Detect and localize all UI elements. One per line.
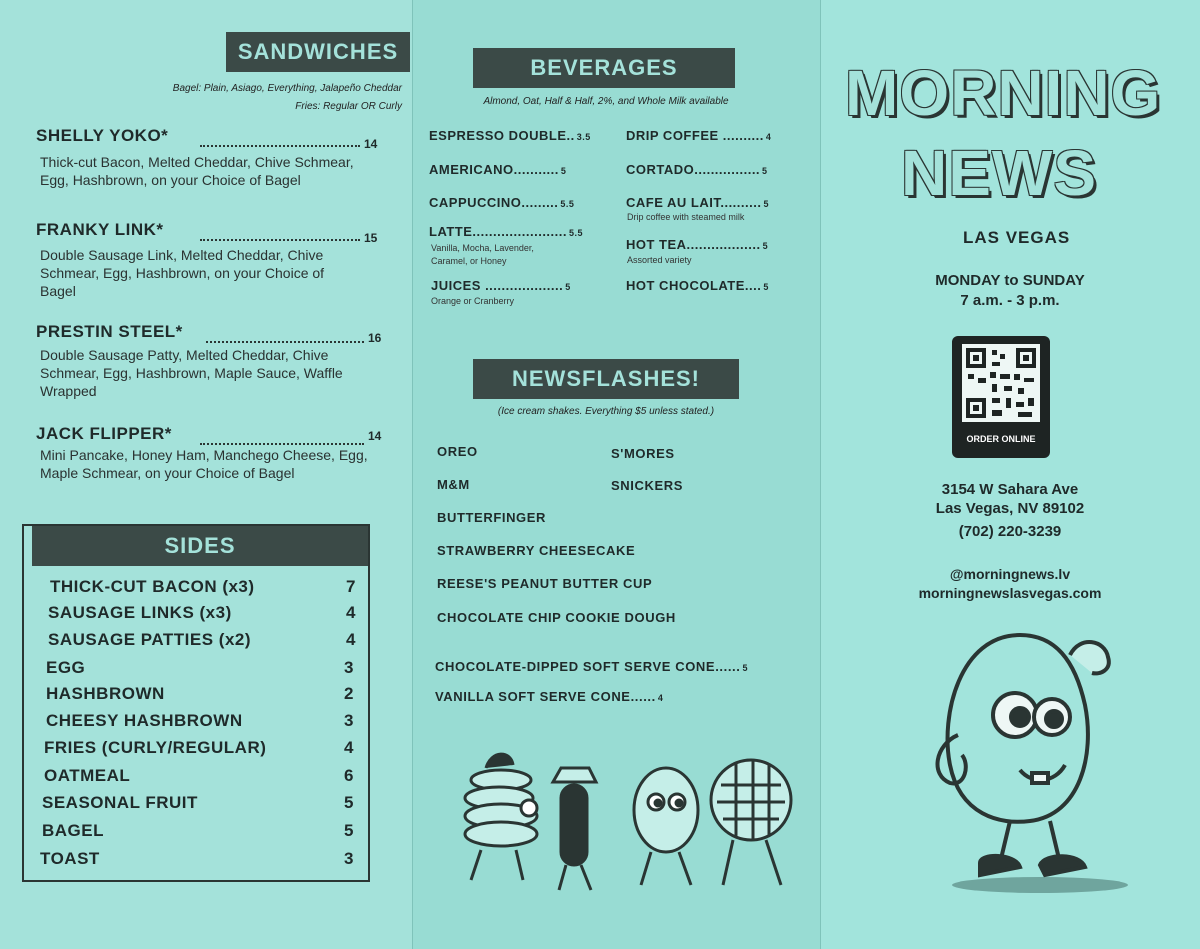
side-price: 3 [344,658,354,677]
side-item [50,577,356,597]
qr-code-order-online[interactable] [952,336,1050,458]
latte-flavors-2: Caramel, or Honey [431,256,507,266]
beverage-item: HOT TEA.................. 5 [626,237,769,252]
shake-item: M&M [437,477,470,492]
side-price: 4 [346,630,356,649]
beverage-item: CORTADO................ 5 [626,162,768,177]
side-item [42,793,354,813]
beverage-item: DRIP COFFEE .......... 4 [626,128,772,143]
egg-mascot-illustration [920,625,1140,895]
beverage-item: LATTE....................... 5.5 [429,224,584,239]
side-name: EGG [46,658,86,677]
sandwich-price: 16 [368,331,382,345]
side-price: 3 [344,711,354,730]
beverage-price: 5 [762,241,769,251]
beverage-price: 5 [763,199,769,209]
fries-note: Fries: Regular OR Curly [295,101,402,112]
dot-leader [200,239,360,241]
side-item [42,821,354,841]
juice-flavors: Orange or Cranberry [431,296,515,306]
logo-news: NEWS [901,137,1097,209]
shakes-note: (Ice cream shakes. Everything $5 unless stated.) [497,406,715,417]
qr-pattern [962,344,1040,422]
side-price: 5 [344,821,354,840]
sandwich-name: JACK FLIPPER* [36,424,172,443]
sandwich-description: Mini Pancake, Honey Ham, Manchego Cheese, Egg, Maple Schmear, on your Choice of Bagel [40,447,368,481]
sandwich-name: SHELLY YOKO* [36,126,169,145]
latte-flavors: Vanilla, Mocha, Lavender, [431,243,534,253]
side-item [44,766,354,786]
sandwich-name: PRESTIN STEEL* [36,322,183,341]
website-link[interactable]: morningnewslasvegas.com [918,585,1102,601]
sandwich-price: 14 [368,429,382,443]
side-item [48,603,356,623]
sandwich-description: Thick-cut Bacon, Melted Cheddar, Chive Schmear, Egg, Hashbrown, on your Choice of Bagel [40,154,354,188]
order-online-label: ORDER ONLINE [966,434,1036,444]
side-price: 5 [344,793,354,812]
address-line-1: 3154 W Sahara Ave [941,481,1079,498]
beverage-item: JUICES ................... 5 [431,278,571,293]
side-item [44,738,354,758]
side-price: 3 [344,849,354,868]
bagel-note: Bagel: Plain, Asiago, Everything, Jalapeño Cheddar [172,83,402,94]
shake-item: BUTTERFINGER [437,510,547,525]
milk-note: Almond, Oat, Half & Half, 2%, and Whole Milk available [483,96,729,107]
side-name: BAGEL [42,821,104,840]
address-line-2: Las Vegas, NV 89102 [935,500,1085,517]
social-handle[interactable]: @morningnews.lv [949,566,1071,582]
shake-item: S'MORES [611,446,675,461]
sandwich-description: Double Sausage Patty, Melted Cheddar, Chive Schmear, Egg, Hashbrown, Maple Sauce, Waffle Wrapped [40,347,343,399]
side-name: SEASONAL FRUIT [42,793,198,812]
cone-price: 4 [657,693,664,703]
side-name: HASHBROWN [46,684,165,703]
logo-morning: MORNING [845,57,1162,129]
side-name: SAUSAGE LINKS (x3) [48,603,232,622]
beverages-banner: BEVERAGES [473,48,735,88]
hot-tea-note: Assorted variety [627,255,692,265]
beverage-item: CAPPUCCINO......... 5.5 [429,195,575,210]
shake-item: REESE'S PEANUT BUTTER CUP [437,576,653,591]
beverage-price: 5 [763,282,769,292]
qr-code-icon [962,344,1040,422]
beverage-price: 5.5 [560,199,575,209]
side-item [46,711,354,731]
drinks-panel [412,0,820,949]
shake-item: CHOCOLATE CHIP COOKIE DOUGH [437,610,676,625]
side-name: SAUSAGE PATTIES (x2) [48,630,252,649]
side-price: 4 [346,603,356,622]
phone-number[interactable]: (702) 220-3239 [958,523,1062,540]
side-price: 2 [344,684,354,703]
side-item [46,658,354,678]
sides-banner: SIDES [32,526,368,566]
sandwiches-panel [0,0,412,949]
beverage-item: AMERICANO........... 5 [429,162,567,177]
cone-item: VANILLA SOFT SERVE CONE...... 4 [435,689,664,704]
hours-time: 7 a.m. - 3 p.m. [960,292,1060,309]
side-item [48,630,356,650]
cone-price: 5 [742,663,749,673]
beverage-price: 5.5 [569,228,584,238]
side-name: CHEESY HASHBROWN [46,711,243,730]
dot-leader [206,341,364,343]
dot-leader [200,145,360,147]
beverage-item: CAFE AU LAIT.......... 5 [626,195,769,210]
side-price: 4 [344,738,354,757]
side-item [46,684,354,704]
beverage-item: ESPRESSO DOUBLE.. 3.5 [429,128,591,143]
side-price: 6 [344,766,354,785]
cafe-au-lait-note: Drip coffee with steamed milk [627,212,745,222]
sandwich-description: Double Sausage Link, Melted Cheddar, Chive Schmear, Egg, Hashbrown, on your Choice of Bagel [40,247,325,299]
beverage-price: 4 [765,132,772,142]
sandwich-price: 14 [364,137,378,151]
sandwich-price: 15 [364,231,378,245]
beverage-price: 5 [762,166,768,176]
newsflashes-banner: NEWSFLASHES! [473,359,739,399]
logo-city: LAS VEGAS [963,228,1071,247]
side-name: FRIES (CURLY/REGULAR) [44,738,267,757]
cone-item: CHOCOLATE-DIPPED SOFT SERVE CONE...... 5 [435,659,749,674]
side-name: THICK-CUT BACON (x3) [50,577,255,596]
hours-days: MONDAY to SUNDAY [935,272,1085,289]
sandwich-name: FRANKY LINK* [36,220,164,239]
side-price: 7 [346,577,356,596]
sandwiches-banner: SANDWICHES [226,32,410,72]
side-name: OATMEAL [44,766,131,785]
beverage-price: 3.5 [576,132,591,142]
side-item [40,849,354,869]
shake-item: SNICKERS [611,478,683,493]
beverage-item: HOT CHOCOLATE.... 5 [626,278,769,293]
side-name: TOAST [40,849,100,868]
beverage-price: 5 [565,282,571,292]
shake-item: OREO [437,444,478,459]
dot-leader [200,443,364,445]
breakfast-mascots-illustration [441,740,811,900]
shake-item: STRAWBERRY CHEESECAKE [437,543,636,558]
beverage-price: 5 [560,166,567,176]
